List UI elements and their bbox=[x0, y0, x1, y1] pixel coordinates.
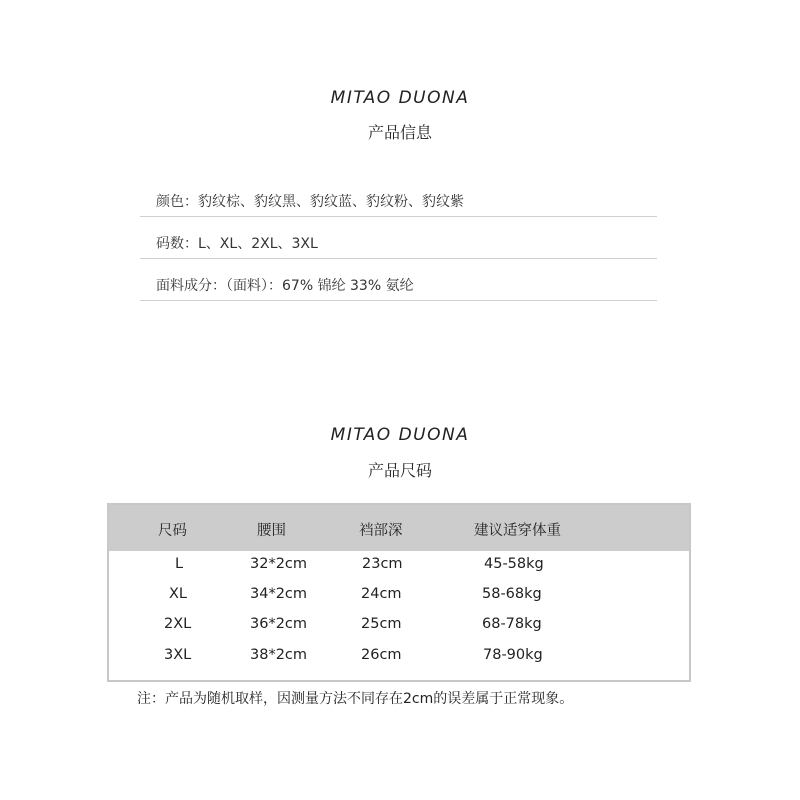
fabric-text: 面料成分：（面料）：67% 锦纶 33% 氨纶 bbox=[156, 278, 414, 294]
product-info-title: 产品信息 bbox=[367, 123, 432, 142]
size-table bbox=[107, 503, 691, 682]
info-row-fabric bbox=[140, 274, 657, 301]
row-xl-rise: 24cm bbox=[361, 586, 402, 602]
measurement-note: 注：产品为随机取样，因测量方法不同存在2cm的误差属于正常现象。 bbox=[137, 691, 574, 707]
row-2xl-rise: 25cm bbox=[361, 616, 402, 632]
row-l-waist: 32*2cm bbox=[250, 556, 308, 572]
row-2xl-waist: 36*2cm bbox=[250, 616, 308, 632]
size-text: 码数：L、XL、2XL、3XL bbox=[156, 236, 318, 252]
info-row-size bbox=[140, 232, 657, 259]
row-xl-size: XL bbox=[169, 586, 188, 602]
row-2xl-size: 2XL bbox=[164, 616, 192, 632]
brand-name-size: MITAO DUONA bbox=[330, 425, 470, 445]
info-row-color bbox=[140, 190, 657, 217]
row-l-weight: 45-58kg bbox=[484, 556, 544, 572]
row-l-rise: 23cm bbox=[362, 556, 403, 572]
header-waist: 腰围 bbox=[257, 523, 286, 539]
row-3xl-waist: 38*2cm bbox=[250, 647, 308, 663]
row-3xl-weight: 78-90kg bbox=[483, 647, 543, 663]
table-header bbox=[109, 505, 689, 551]
header-size: 尺码 bbox=[158, 523, 187, 539]
row-xl-waist: 34*2cm bbox=[250, 586, 308, 602]
row-3xl-size: 3XL bbox=[164, 647, 192, 663]
color-text: 颜色：豹纹棕、豹纹黑、豹纹蓝、豹纹粉、豹纹紫 bbox=[156, 194, 464, 210]
row-l-size: L bbox=[175, 556, 184, 572]
row-3xl-rise: 26cm bbox=[361, 647, 402, 663]
row-xl-weight: 58-68kg bbox=[482, 586, 542, 602]
row-2xl-weight: 68-78kg bbox=[482, 616, 542, 632]
header-weight: 建议适穿体重 bbox=[474, 523, 561, 539]
brand-name-info: MITAO DUONA bbox=[330, 88, 470, 108]
product-size-title: 产品尺码 bbox=[367, 461, 432, 480]
header-rise: 裆部深 bbox=[359, 523, 403, 539]
